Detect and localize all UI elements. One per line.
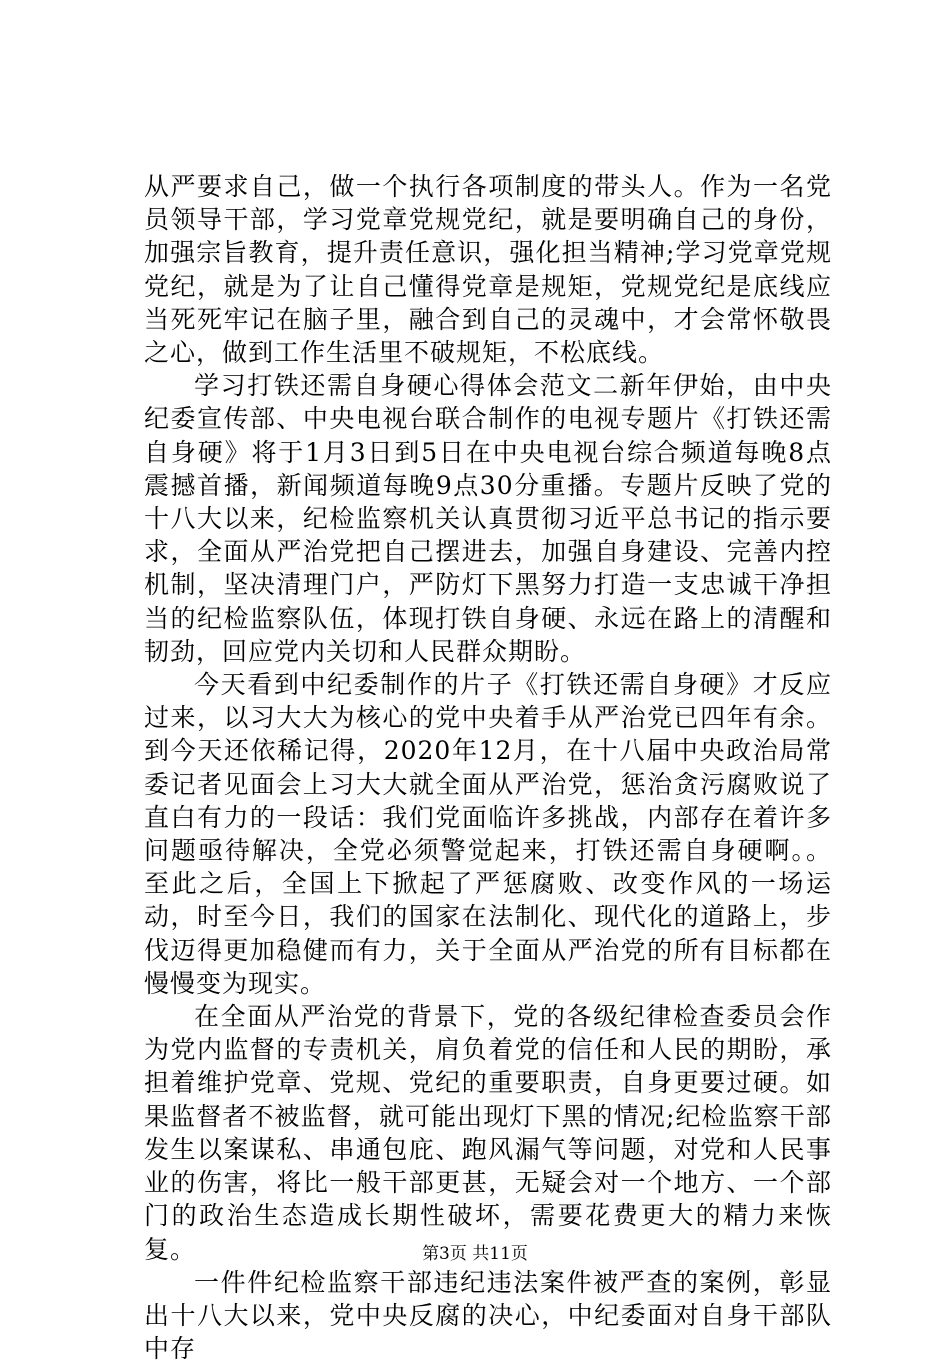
- paragraph: 今天看到中纪委制作的片子《打铁还需自身硬》才反应过来，以习大大为核心的党中央着手从严治党已四年有余。到今天还依稀记得，2020年12月，在十八届中央政治局常委记者见面会上习大大就全面从严治党，惩治贪污腐败说了直白有力的一段话：我们党面临许多挑战，内部存在着许多问题亟待解决，全党必须警觉起来，打铁还需自身硬啊。。至此之后，全国上下掀起了严惩腐败、改变作风的一场运动，时至今日，我们的国家在法制化、现代化的道路上，步伐迈得更加稳健而有力，关于全面从严治党的所有目标都在慢慢变为现实。: [144, 670, 832, 998]
- paragraph: 在全面从严治党的背景下，党的各级纪律检查委员会作为党内监督的专责机关，肩负着党的信任和人民的期盼，承担着维护党章、党规、党纪的重要职责，自身更要过硬。如果监督者不被监督，就可能出现灯下黑的情况;纪检监察干部发生以案谋私、串通包庇、跑风漏气等问题，对党和人民事业的伤害，将比一般干部更甚，无疑会对一个地方、一个部门的政治生态造成长期性破坏，需要花费更大的精力来恢复。: [144, 1002, 832, 1264]
- paragraph-continued: 从严要求自己，做一个执行各项制度的带头人。作为一名党员领导干部，学习党章党规党纪，就是要明确自己的身份，加强宗旨教育，提升责任意识，强化担当精神;学习党章党规党纪，就是为了让自己懂得党章是规矩，党规党纪是底线应当死死牢记在脑子里，融合到自己的灵魂中，才会常怀敬畏之心，做到工作生活里不破规矩，不松底线。: [144, 172, 832, 368]
- page-number-footer: 第3页 共11页: [422, 1244, 528, 1264]
- paragraph: 一件件纪检监察干部违纪违法案件被严查的案例，彰显出十八大以来，党中央反腐的决心，中纪委面对自身干部队中存: [144, 1267, 832, 1364]
- paragraph: 学习打铁还需自身硬心得体会范文二新年伊始，由中央纪委宣传部、中央电视台联合制作的电视专题片《打铁还需自身硬》将于1月3日到5日在中央电视台综合频道每晚8点震撼首播，新闻频道每晚9点30分重播。专题片反映了党的十八大以来，纪检监察机关认真贯彻习近平总书记的指示要求，全面从严治党把自己摆进去，加强自身建设、完善内控机制，坚决清理门户，严防灯下黑努力打造一支忠诚干净担当的纪检监察队伍，体现打铁自身硬、永远在路上的清醒和韧劲，回应党内关切和人民群众期盼。: [144, 371, 832, 666]
- document-body: [144, 170, 832, 1365]
